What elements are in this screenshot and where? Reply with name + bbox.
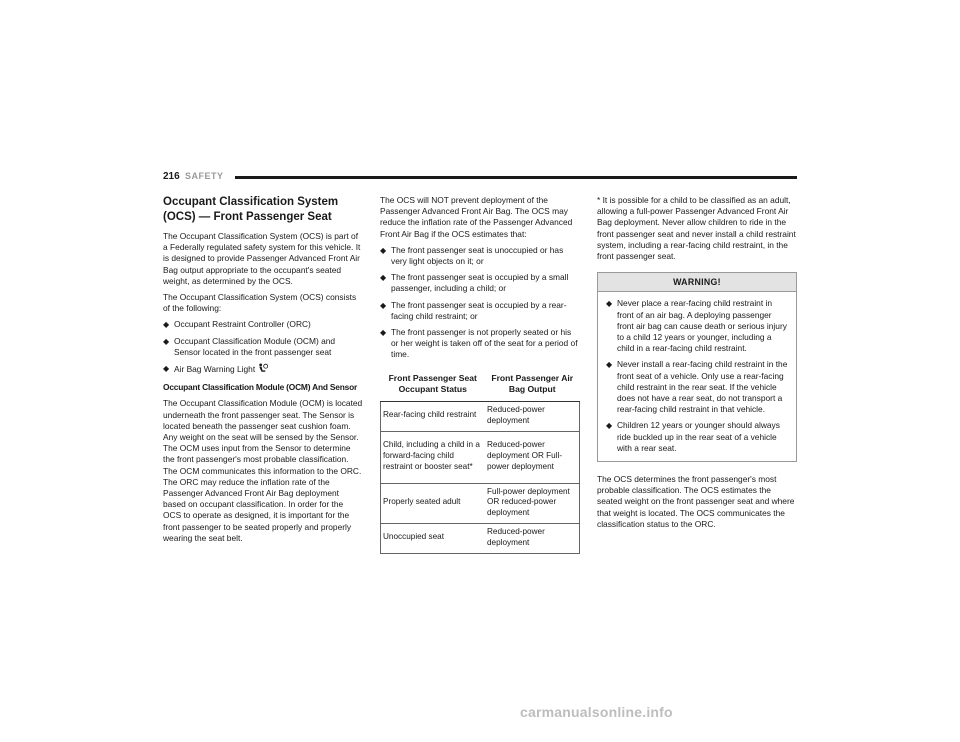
condition-list bbox=[380, 245, 580, 361]
header-rule bbox=[235, 176, 797, 179]
section-name: SAFETY bbox=[185, 171, 224, 181]
table-cell: Child, including a child in a forward-facing child restraint or booster seat* bbox=[381, 431, 486, 483]
subheading: Occupant Classification Module (OCM) And Sensor bbox=[163, 382, 358, 393]
table-cell: Unoccupied seat bbox=[381, 524, 486, 554]
bullet-icon: ◆ bbox=[163, 336, 170, 346]
table-cell: Full-power deployment OR reduced-power deployment bbox=[485, 483, 580, 523]
bullet-icon: ◆ bbox=[606, 299, 613, 309]
warning-box bbox=[597, 272, 797, 462]
bullet-icon: ◆ bbox=[380, 273, 387, 283]
table-row bbox=[381, 431, 580, 483]
list-item: ◆ The front passenger seat is unoccupied or has very light objects on it; or bbox=[380, 244, 564, 267]
bullet-icon: ◆ bbox=[380, 300, 387, 310]
ocs-output-table bbox=[380, 369, 580, 554]
bullet-icon: ◆ bbox=[606, 360, 613, 370]
component-list bbox=[163, 319, 363, 377]
table-row bbox=[381, 401, 580, 431]
watermark: carmanualsonline.info bbox=[520, 704, 673, 720]
list-item: ◆ Never place a rear-facing child restraint in front of an air bag. A deploying passenger front air bag can cause death or serious injury to a child 12 years or younger, including a child in a rear-facing child restraint. bbox=[606, 298, 787, 354]
table-cell: Properly seated adult bbox=[381, 483, 486, 523]
table-header-row bbox=[381, 369, 580, 402]
warning-title: WARNING! bbox=[598, 273, 796, 292]
warning-body bbox=[598, 292, 796, 461]
list-item: ◆ Air Bag Warning Light bbox=[163, 363, 363, 377]
paragraph: The Occupant Classification System (OCS) consists of the following: bbox=[163, 292, 357, 314]
page-header bbox=[163, 171, 797, 185]
column-2 bbox=[380, 195, 580, 554]
bullet-icon: ◆ bbox=[163, 364, 170, 374]
table-cell: Reduced-power deployment bbox=[485, 401, 580, 431]
table-row bbox=[381, 524, 580, 554]
list-item: ◆ Never install a rear-facing child restraint in the front seat of a vehicle. Only use a rear-facing child restraint in the rear seat. If the vehicle does not have a rear seat, do not transport a rear-facing child restraint in that vehicle. bbox=[606, 359, 788, 415]
list-item: ◆ Occupant Restraint Controller (ORC) bbox=[163, 319, 311, 330]
list-item: ◆ Children 12 years or younger should always ride buckled up in the rear seat of a vehicle with a rear seat. bbox=[606, 420, 780, 453]
paragraph: The Occupant Classification System (OCS) is part of a Federally regulated safety system for this vehicle. It is designed to provide Passenger Advanced Front Air Bag output appropriate to the occupant's seated weight, as determined by the OCS. bbox=[163, 231, 361, 286]
paragraph: The OCS will NOT prevent deployment of the Passenger Advanced Front Air Bag. The OCS may reduce the inflation rate of the Passenger Advanced Front Air Bag if the OCS estimates that: bbox=[380, 195, 573, 239]
list-item: ◆ The front passenger seat is occupied by a small passenger, including a child; or bbox=[380, 272, 569, 294]
table-cell: Rear-facing child restraint bbox=[381, 401, 486, 431]
section-title: Occupant Classification System (OCS) — Front Passenger Seat bbox=[163, 196, 339, 223]
table-row bbox=[381, 483, 580, 523]
paragraph: The Occupant Classification Module (OCM) is located underneath the front passenger seat. The Sensor is located beneath the passenger seat cushion foam. Any weight on the seat will be sensed by the Sensor. The OCM uses input from the Sensor to determine the front passenger's most probable classification. The OCM communicates this information to the ORC. The ORC may reduce the inflation rate of the Passenger Advanced Front Air Bag deployment based on occupant classification. In order for the OCS to operate as designed, it is important for the front passenger to be seated properly and properly wearing the seat belt. bbox=[163, 398, 363, 543]
footnote: * It is possible for a child to be classified as an adult, allowing a full-power Passenger Advanced Front Air Bag deployment. Never allow children to ride in the front passenger seat and never install a child restraint system, including a rear-facing child restraint, in the front passenger seat. bbox=[597, 195, 796, 262]
paragraph: The OCS determines the front passenger's most probable classification. The OCS estimates the seated weight on the front passenger seat and where that weight is located. The OCS communicates the classification status to the ORC. bbox=[597, 474, 795, 529]
page-number: 216 bbox=[163, 171, 180, 182]
bullet-icon: ◆ bbox=[380, 245, 387, 255]
bullet-icon: ◆ bbox=[380, 328, 387, 338]
list-item: ◆ The front passenger is not properly seated or his or her weight is taken off of the seat for a period of time. bbox=[380, 327, 578, 360]
bullet-icon: ◆ bbox=[606, 421, 613, 431]
table-cell: Reduced-power deployment bbox=[485, 524, 580, 554]
warning-list bbox=[606, 298, 788, 454]
column-3 bbox=[597, 195, 797, 535]
airbag-warning-icon bbox=[257, 363, 268, 377]
bullet-icon: ◆ bbox=[163, 320, 170, 330]
list-item: ◆ The front passenger seat is occupied by a rear-facing child restraint; or bbox=[380, 299, 567, 321]
column-1 bbox=[163, 195, 363, 549]
list-item: ◆ Occupant Classification Module (OCM) and Sensor located in the front passenger seat bbox=[163, 335, 336, 357]
table-cell: Reduced-power deployment OR Full-power deployment bbox=[485, 431, 580, 483]
table-header: Front Passenger Seat Occupant Status bbox=[381, 369, 486, 402]
table-header: Front Passenger Air Bag Output bbox=[485, 369, 580, 402]
